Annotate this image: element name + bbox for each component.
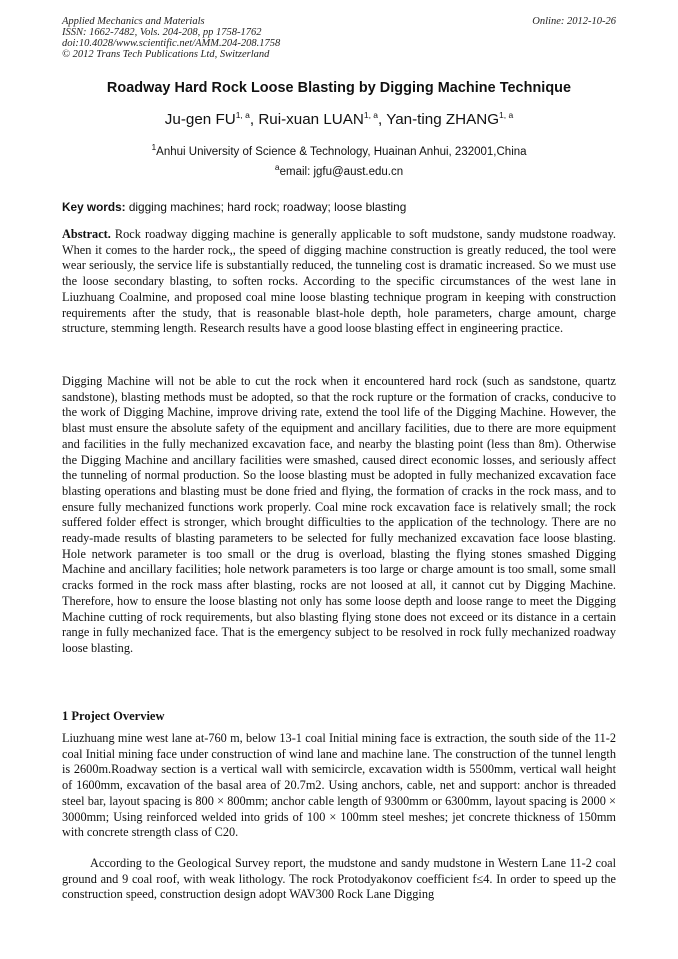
author-name: Ju-gen FU [164,111,236,128]
author-superscript: 1, a [499,109,514,120]
copyright-line: © 2012 Trans Tech Publications Ltd, Switzerland [62,49,270,60]
abstract-text: Rock roadway digging machine is generally applicable to soft mudstone, sandy mudstone roadway. When it comes to the harder rock,, the speed of digging machine construction is greatly reduced, the tool were wear seriously, the service life is substantially reduced, the tunneling cost is dramatic increased. So we must use the loose secondary blasting, to soften rocks. According to the specific circumstances of the west lane in Liuzhuang Coalmine, and proposed coal mine loose blasting technique program in keeping with construction requirements after the study, that is reasonable blast-hole depth, hole parameters, charge amount, charge structure, stemming length. Research results have a good loose blasting effect in engineering practice. [62,227,616,336]
author-name: Yan-ting ZHANG [386,111,500,128]
paper-title: Roadway Hard Rock Loose Blasting by Digging Machine Technique [106,80,572,96]
abstract-label: Abstract. [62,227,111,241]
affiliation-superscript: 1 [151,142,157,153]
author-separator: , [378,111,387,128]
journal-name: Applied Mechanics and Materials [62,16,205,27]
journal-header [62,16,616,60]
author-name: Rui-xuan LUAN [258,111,364,128]
overview-paragraph-2: According to the Geological Survey report, the mudstone and sandy mudstone in Western Lane 11-2 coal ground and 9 coal roof, with weak lithology. The rock Protodyakonov coefficient f≤4. In order to speed up the construction speed, construction design adopt WAV300 Rock Lane Digging [62,856,616,902]
keywords-label: Key words: [62,200,126,214]
author-superscript: 1, a [235,109,250,120]
author-superscript: 1, a [363,109,379,120]
email-superscript: a [274,162,280,173]
keywords [62,200,616,214]
author-separator: , [249,111,259,128]
keywords-text: digging machines; hard rock; roadway; loose blasting [125,200,407,214]
doi-line: doi:10.4028/www.scientific.net/AMM.204-208.1758 [62,38,281,49]
section-heading: 1 Project Overview [62,709,165,723]
author-list [40,111,638,128]
introduction-paragraph: Digging Machine will not be able to cut the rock when it encountered hard rock (such as sandstone, quartz sandstone), blasting methods must be adopted, so that the rock rupture or the formation of cracks, conducive to the work of Digging Machine, improve driving rate, extend the tool life of the Digging Machine. However, the blast must ensure the absolute safety of the equipment and ancillary facilities, due to there are more equipment and facilities in the fully mechanized excavation face, and nearby the blasting point (less than 8m). Otherwise the Digging Machine and ancillary facilities were smashed, caused direct economic losses, and seriously affect the tunneling of normal production. So the loose blasting must be adopted in fully mechanized excavation face blasting operations and blasting must be done fried and flying, the formation of cracks in the rock mass, and to ensure fully mechanized functions work properly. Coal mine rock excavation face is relatively small; the rock suffered folder effect is stronger, which brought difficulties to the application of the technology. There are no ready-made results of blasting parameters to be selected for fully mechanized excavation face loose blasting. Hole network parameter is too small or the drug is overload, blasting the flying stones smashed Digging Machine and ancillary facilities; hole network parameters is too large or charge amount is too small, some small cracks formed in the rock mass after blasting, rocks are not loosed at all, it cannot cut by Digging Machine. Therefore, how to ensure the loose blasting not only has some loose depth and loose range to meet the Digging Machine cutting of rock requirements, but also blasting flying stone does not exceed or its distance in a certain range in fully mechanized face. That is the emergency subject to be resolved in rock fully mechanized roadway loose blasting. [62,374,616,655]
affiliation [40,142,638,158]
overview-paragraph-1: Liuzhuang mine west lane at-760 m, below 13-1 coal Initial mining face is extraction, the south side of the 11-2 coal Initial mining face under construction of wind lane and machine lane. The construction of the tunnel length is 2600m.Roadway section is a vertical wall with semicircle, excavation width is 5500mm, vertical wall height of 1600mm, excavation of the basal area of 20.7m2. Using anchors, cable, net and support: anchor is threaded steel bar, layout spacing is 800 × 800mm; anchor cable length of 9300mm or 6300mm, layout spacing is 2000 × 3000mm; Using reinforced welded into grids of 100 × 100mm steel meshes; jet concrete thickness of 150mm with concrete strength class of C20. [62,731,616,840]
affiliation-text: Anhui University of Science & Technology, Huainan Anhui, 232001,China [156,146,527,158]
issn-line: ISSN: 1662-7482, Vols. 204-208, pp 1758-1762 [62,27,262,38]
online-date: Online: 2012-10-26 [532,16,616,27]
abstract [62,227,616,337]
email-text: email: jgfu@aust.edu.cn [279,166,404,178]
contact-email [40,162,638,178]
